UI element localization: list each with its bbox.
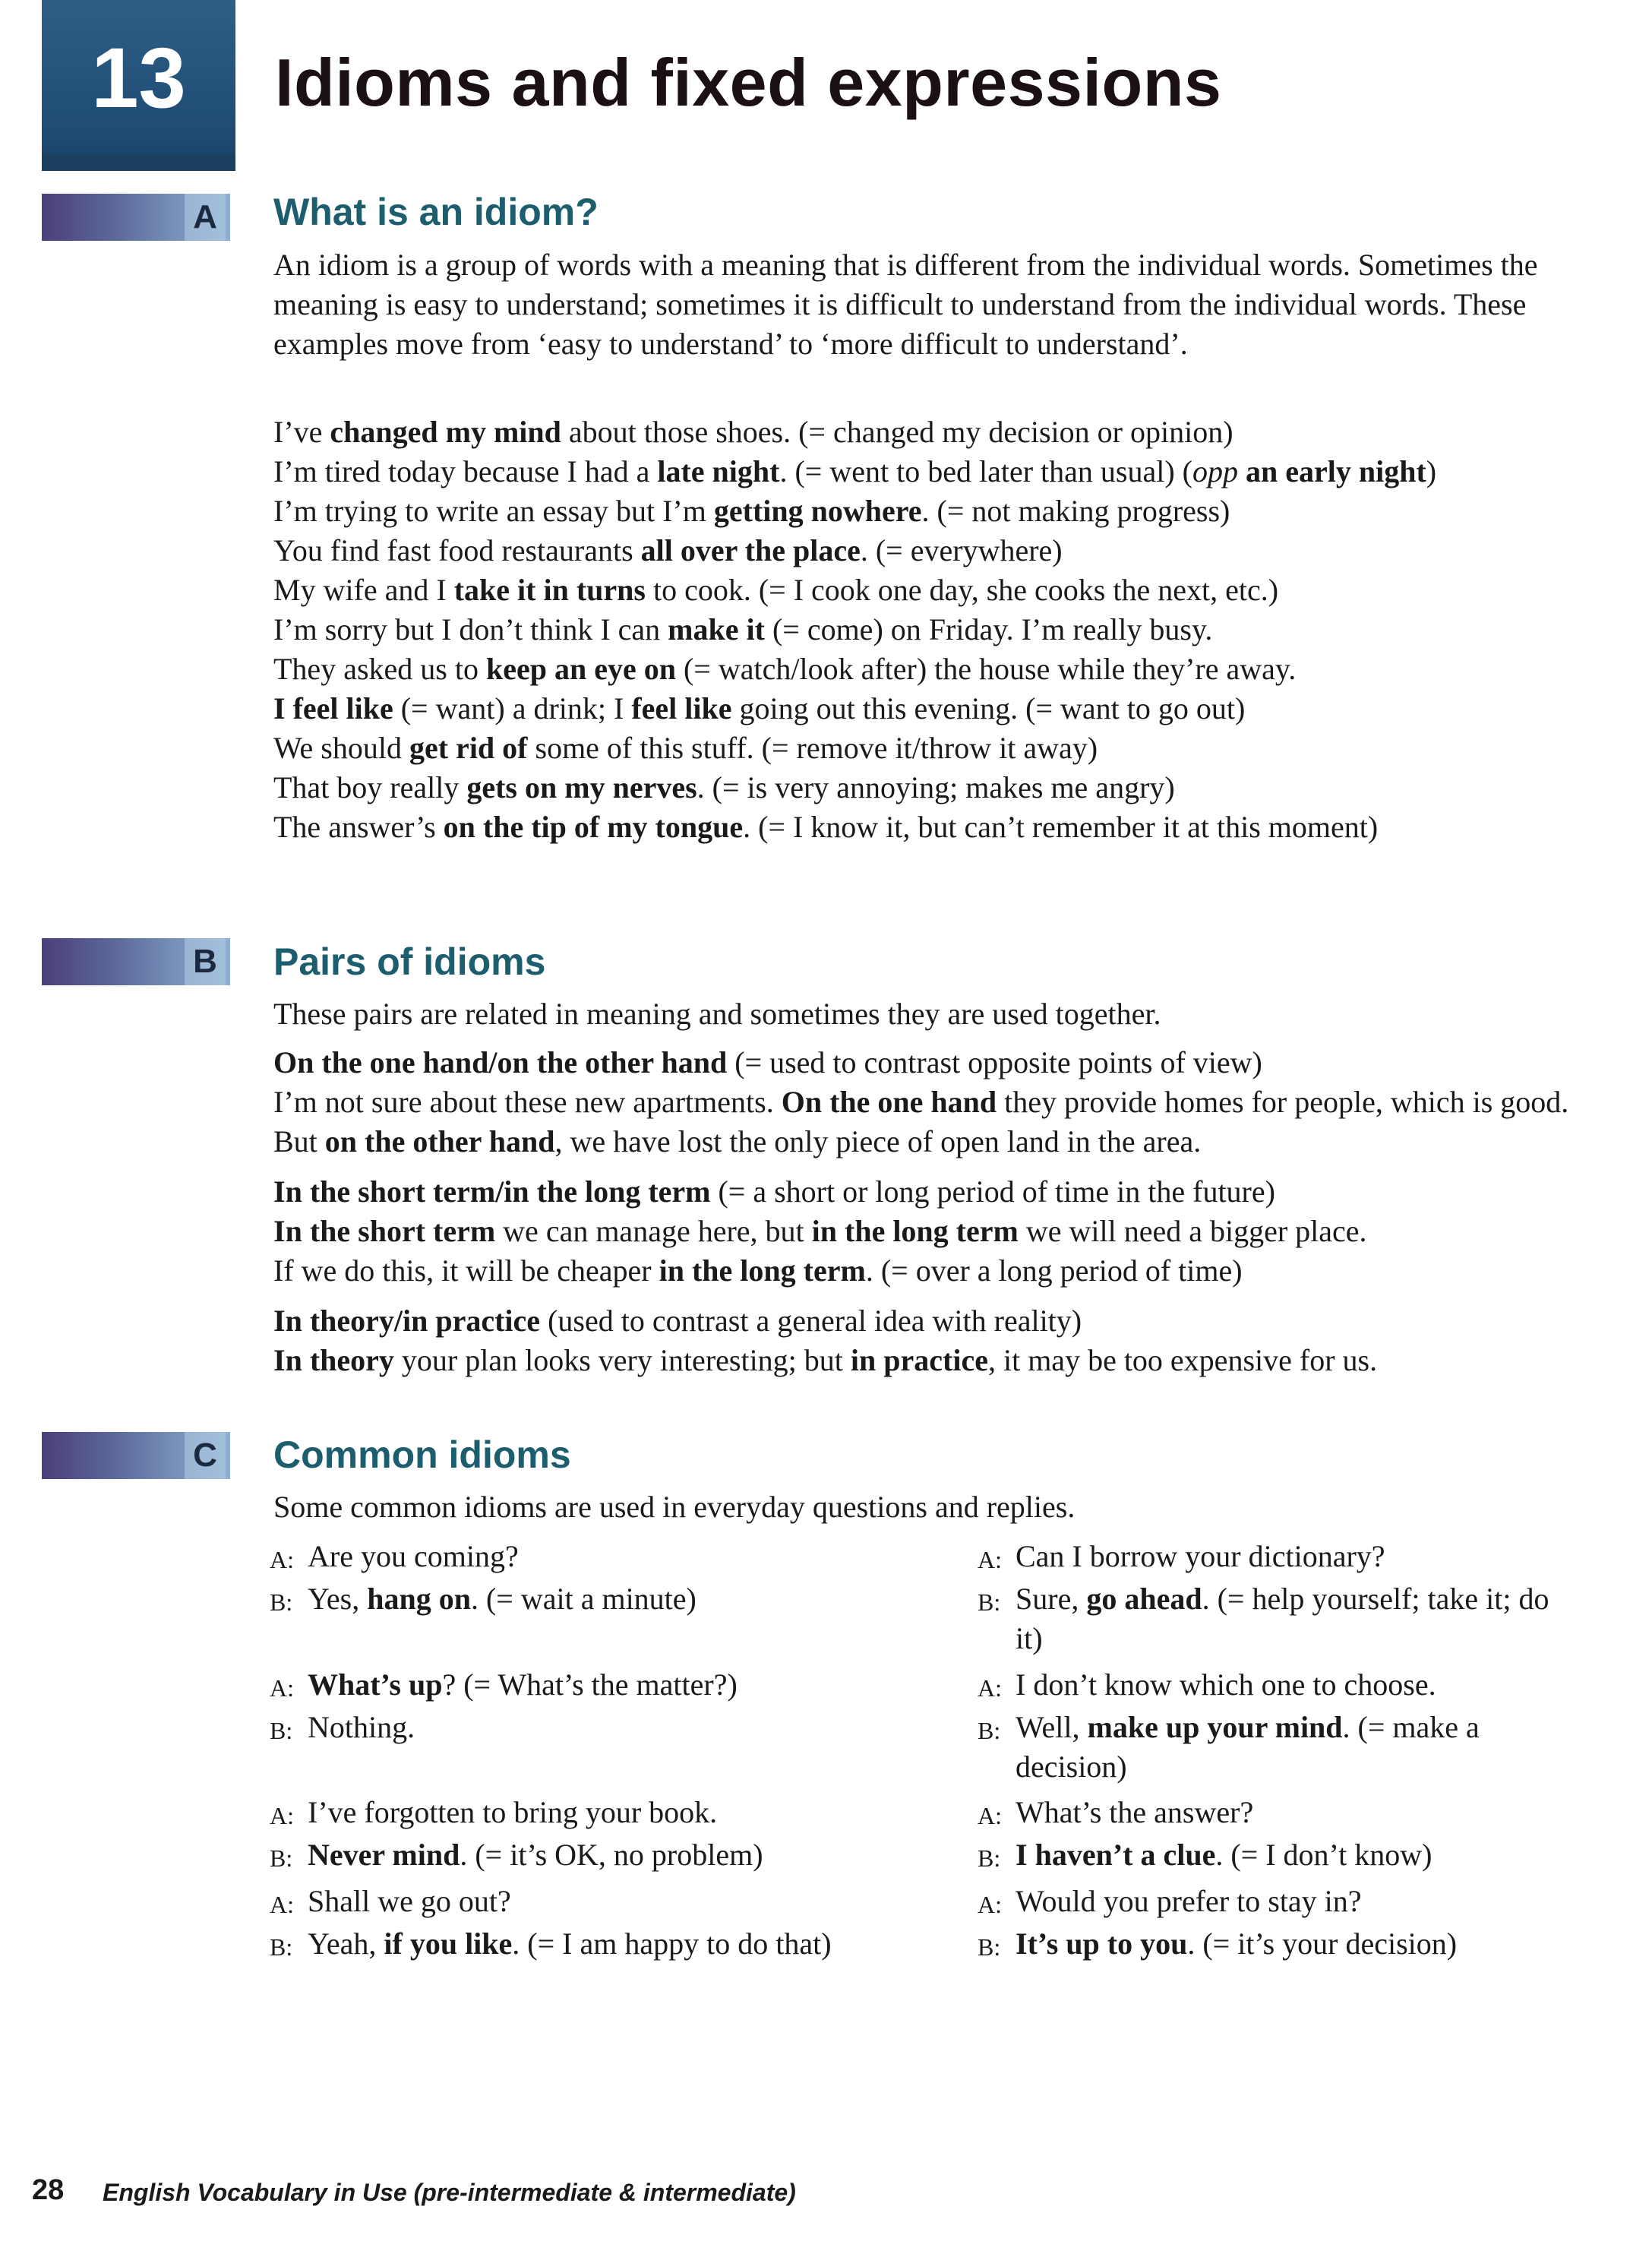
section-c-intro: Some common idioms are used in everyday questions and replies. [273, 1490, 1076, 1524]
pair-theory [273, 1301, 1580, 1380]
example-line: I’m trying to write an essay but I’m getting nowhere. (= not making progress) [273, 494, 1230, 528]
unit-title: Idioms and fixed expressions [275, 45, 1222, 120]
section-a-intro: An idiom is a group of words with a meaning that is different from the individual words. Sometimes the meaning is easy to understand; sometimes it is difficult to understand from the individual words. These examples move from ‘easy to understand’ to ‘more difficult to understand’. [273, 248, 1538, 361]
dialogue-left-3: A: I’ve forgotten to bring your book. B: Never mind. (= it’s OK, no problem) [270, 1795, 763, 1872]
section-c-letter: C [185, 1432, 226, 1479]
pair-hand [273, 1043, 1580, 1162]
pair-example: In theory your plan looks very interesting; but in practice, it may be too expensive for us. [273, 1343, 1378, 1377]
section-b-intro: These pairs are related in meaning and sometimes they are used together. [273, 997, 1161, 1031]
pair-example: I’m not sure about these new apartments. On the one hand they provide homes for people, which is good. But on the other hand, we have lost the only piece of open land in the area. [273, 1085, 1569, 1158]
pair-definition: In theory/in practice (used to contrast a general idea with reality) [273, 1304, 1082, 1338]
example-line: I’ve changed my mind about those shoes. (= changed my decision or opinion) [273, 415, 1233, 449]
dialogue-right-2: A: I don’t know which one to choose. B: Well, make up your mind. (= make a decision) [978, 1667, 1480, 1784]
book-title: English Vocabulary in Use (pre-intermediate & intermediate) [103, 2179, 796, 2206]
page-number: 28 [32, 2174, 65, 2206]
example-line: I feel like (= want) a drink; I feel like going out this evening. (= want to go out) [273, 691, 1246, 725]
section-a-letter: A [185, 194, 226, 241]
unit-number-box [42, 0, 235, 171]
example-line: We should get rid of some of this stuff. (= remove it/throw it away) [273, 731, 1098, 765]
example-line: I’m sorry but I don’t think I can make it (= come) on Friday. I’m really busy. [273, 612, 1213, 646]
unit-number: 13 [91, 30, 186, 125]
pair-example: In the short term we can manage here, but in the long term we will need a bigger place. [273, 1214, 1367, 1248]
example-line: They asked us to keep an eye on (= watch/look after) the house while they’re away. [273, 652, 1297, 686]
section-b-heading: Pairs of idioms [273, 940, 546, 983]
section-a-heading: What is an idiom? [273, 191, 599, 233]
dialogue-left-1: A: Are you coming? B: Yes, hang on. (= wait a minute) [270, 1539, 696, 1616]
dialogue-right-1: A: Can I borrow your dictionary? B: Sure, go ahead. (= help yourself; take it; do it) [978, 1539, 1549, 1655]
example-line: The answer’s on the tip of my tongue. (= I know it, but can’t remember it at this moment) [273, 810, 1379, 844]
section-b-letter: B [185, 938, 226, 985]
section-b-bar [42, 938, 230, 985]
pair-definition: In the short term/in the long term (= a short or long period of time in the future) [273, 1174, 1275, 1209]
section-c-heading: Common idioms [273, 1433, 571, 1476]
dialogue-right-3: A: What’s the answer? B: I haven’t a clue. (= I don’t know) [978, 1795, 1432, 1872]
section-c-bar [42, 1432, 230, 1479]
pair-definition: On the one hand/on the other hand (= used to contrast opposite points of view) [273, 1045, 1262, 1079]
dialogue-left-2: A: What’s up? (= What’s the matter?) B: Nothing. [270, 1667, 738, 1744]
example-line: You find fast food restaurants all over the place. (= everywhere) [273, 533, 1063, 567]
pair-example: If we do this, it will be cheaper in the long term. (= over a long period of time) [273, 1253, 1243, 1288]
dialogue-right-4: A: Would you prefer to stay in? B: It’s up to you. (= it’s your decision) [978, 1884, 1458, 1961]
section-a-bar [42, 194, 230, 241]
example-line: My wife and I take it in turns to cook. (= I cook one day, she cooks the next, etc.) [273, 573, 1279, 607]
example-line: That boy really gets on my nerves. (= is very annoying; makes me angry) [273, 770, 1175, 804]
dialogue-left-4: A: Shall we go out? B: Yeah, if you like. (= I am happy to do that) [270, 1884, 832, 1961]
section-a-examples [273, 412, 1580, 847]
pair-term [273, 1172, 1580, 1291]
example-line: I’m tired today because I had a late night. (= went to bed later than usual) (opp an early night) [273, 454, 1437, 488]
